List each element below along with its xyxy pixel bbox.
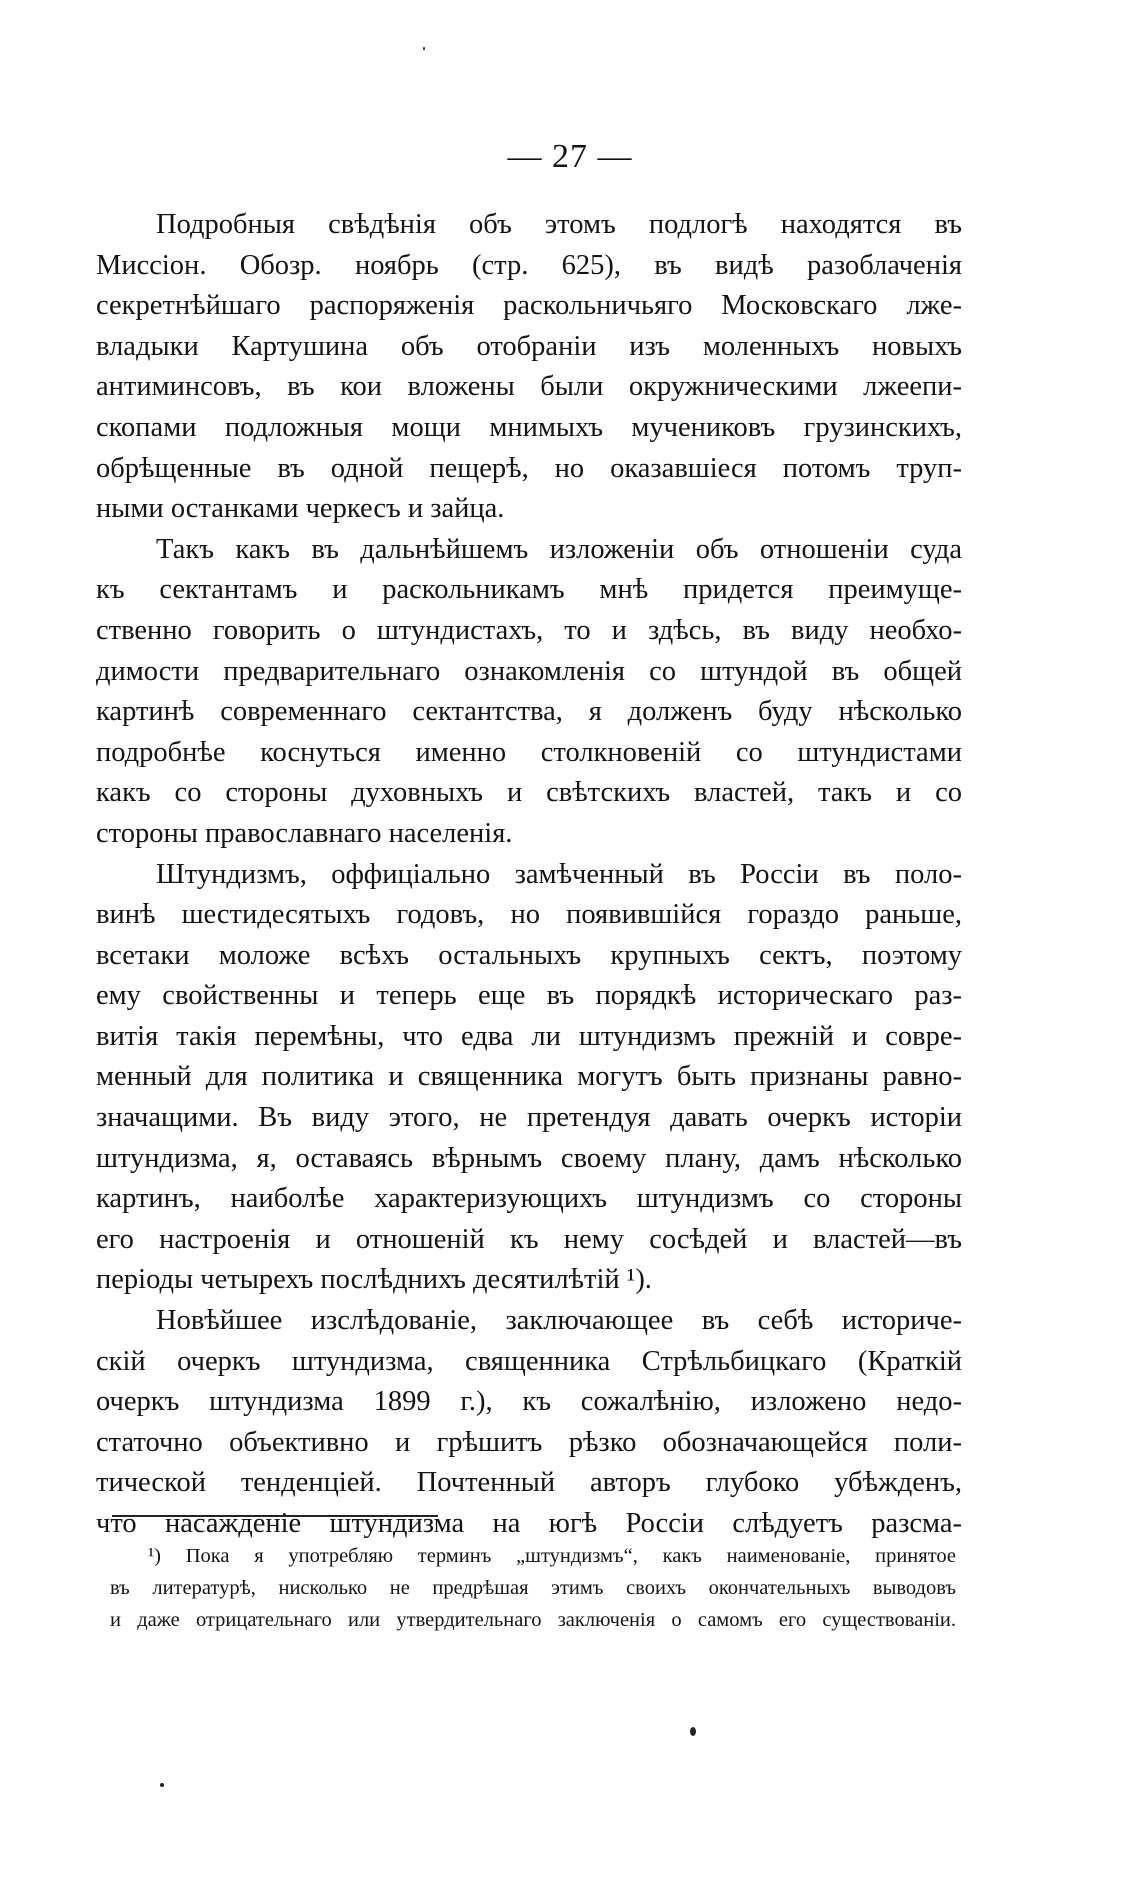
text-line: винѣ шестидесятыхъ годовъ, но появившійся гораздо раньше, xyxy=(96,899,962,931)
body-text xyxy=(96,205,962,1545)
footnote-line: ¹) Пока я употребляю терминъ „штундизмъ“, какъ наименованіе, принятое xyxy=(148,1545,956,1567)
text-line: ными останками черкесъ и зайца. xyxy=(96,493,505,525)
paragraph xyxy=(96,1301,962,1545)
footnote-line: въ литературѣ, нисколько не предрѣшая этимъ своихъ окончательныхъ выводовъ xyxy=(110,1577,956,1599)
text-line: Миссіон. Обозр. ноябрь (стр. 625), въ видѣ разоблаченія xyxy=(96,249,962,281)
text-line: тической тенденціей. Почтенный авторъ глубоко убѣжденъ, xyxy=(96,1467,962,1499)
text-line: картинѣ современнаго сектантства, я долженъ буду нѣсколько xyxy=(96,696,962,728)
text-line: антиминсовъ, въ кои вложены были окружническими лжеепи- xyxy=(96,371,962,403)
text-line: къ сектантамъ и раскольникамъ мнѣ придется преимуще- xyxy=(96,574,962,606)
text-line: секретнѣйшаго распоряженія раскольничьяго Московскаго лже- xyxy=(96,290,962,322)
footnote xyxy=(110,1540,956,1636)
text-line: скопами подложныя мощи мнимыхъ мучениковъ грузинскихъ, xyxy=(96,411,962,443)
text-line: менный для политика и священника могутъ быть признаны равно- xyxy=(96,1061,962,1093)
text-line: Подробныя свѣдѣнія объ этомъ подлогѣ находятся въ xyxy=(156,209,962,240)
text-line: скій очеркъ штундизма, священника Стрѣльбицкаго (Краткій xyxy=(96,1345,962,1377)
text-line: Штундизмъ, оффиціально замѣченный въ Россіи въ поло- xyxy=(156,858,962,890)
paragraph xyxy=(96,530,962,855)
text-line: картинъ, наиболѣе характеризующихъ штундизмъ со стороны xyxy=(96,1183,962,1215)
scan-speck xyxy=(690,1727,696,1736)
text-line: всетаки моложе всѣхъ остальныхъ крупныхъ сектъ, поэтому xyxy=(96,939,962,971)
footnote-line: и даже отрицательнаго или утвердительнаго заключенія о самомъ его существованіи. xyxy=(110,1609,956,1631)
text-line: подробнѣе коснуться именно столкновеній со штундистами xyxy=(96,736,962,768)
scan-speck xyxy=(160,1783,164,1787)
text-line: значащими. Въ виду этого, не претендуя давать очеркъ исторіи xyxy=(96,1102,962,1134)
scan-speck xyxy=(423,47,425,50)
text-line: его настроенія и отношеній къ нему сосѣдей и властей—въ xyxy=(96,1223,962,1255)
text-line: димости предварительнаго ознакомленія со штундой въ общей xyxy=(96,655,962,687)
text-line: ственно говорить о штундистахъ, то и здѣсь, въ виду необхо- xyxy=(96,614,962,646)
text-line: что насажденіе штундизма на югѣ Россіи слѣдуетъ разсма- xyxy=(96,1508,962,1539)
text-line: ему свойственны и теперь еще въ порядкѣ историческаго раз- xyxy=(96,980,962,1012)
text-line: очеркъ штундизма 1899 г.), къ сожалѣнію, изложено недо- xyxy=(96,1386,962,1418)
paragraph xyxy=(96,855,962,1302)
text-line: Новѣйшее изслѣдованіе, заключающее въ себѣ историче- xyxy=(156,1305,962,1337)
paragraph xyxy=(96,205,962,530)
text-line: періоды четырехъ послѣднихъ десятилѣтій ¹). xyxy=(96,1264,652,1296)
text-line: обрѣщенные въ одной пещерѣ, но оказавшіеся потомъ труп- xyxy=(96,452,962,484)
page-number: — 27 — xyxy=(507,138,633,175)
text-line: Такъ какъ въ дальнѣйшемъ изложеніи объ отношеніи суда xyxy=(156,533,962,565)
text-line: статочно объективно и грѣшитъ рѣзко обозначающейся поли- xyxy=(96,1426,962,1458)
text-line: стороны православнаго населенія. xyxy=(96,817,513,849)
text-line: владыки Картушина объ отобраніи изъ моленныхъ новыхъ xyxy=(96,330,962,362)
text-line: какъ со стороны духовныхъ и свѣтскихъ властей, такъ и со xyxy=(96,777,962,809)
footnote-rule xyxy=(112,1515,438,1517)
text-line: витія такія перемѣны, что едва ли штундизмъ прежній и совре- xyxy=(96,1020,962,1052)
text-line: штундизма, я, оставаясь вѣрнымъ своему плану, дамъ нѣсколько xyxy=(96,1142,962,1174)
